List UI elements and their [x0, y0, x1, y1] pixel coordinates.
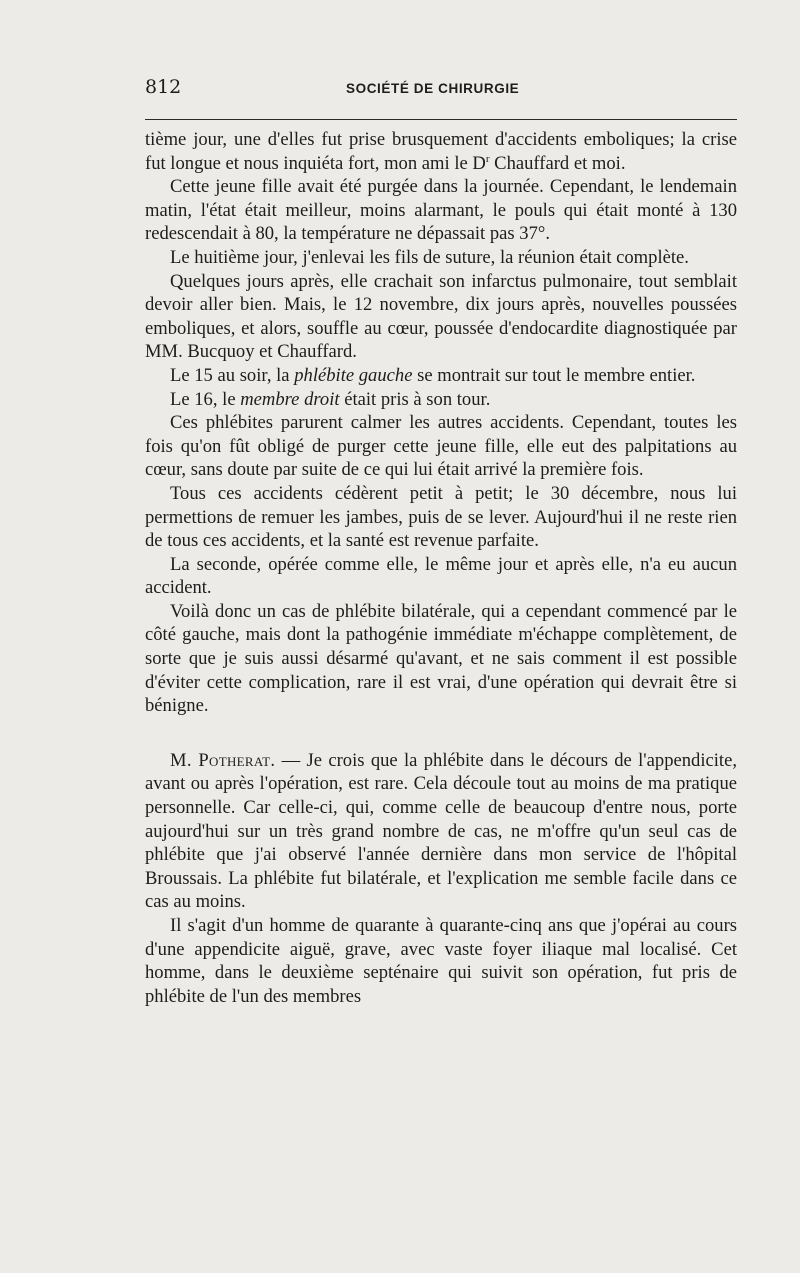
paragraph-8: Tous ces accidents cédèrent petit à petit; le 30 décembre, nous lui permettions de remuer les jambes, puis de se lever. Aujourd'hui il ne reste rien de tous ces accidents, et la santé est revenue parfaite.	[145, 482, 737, 552]
paragraph-10: Voilà donc un cas de phlébite bilatérale, qui a cependant commencé par le côté gauche, mais dont la pathogénie immédiate m'échappe complètement, de sorte que je suis aussi désarmé qu'avant, et ne sais comment il est possible d'éviter cette complication, rare il est vrai, d'une opération qui devrait être si bénigne.	[145, 600, 737, 717]
paragraph-5-b: se montrait sur tout le membre entier.	[412, 364, 696, 386]
paragraph-3: Le huitième jour, j'enlevai les fils de suture, la réunion était complète.	[170, 246, 689, 268]
paragraph-5-a: Le 15 au soir, la	[170, 364, 295, 386]
running-title: SOCIÉTÉ DE CHIRURGIE	[346, 81, 520, 96]
paragraph-1-text: tième jour, une d'elles fut prise brusquement d'accidents emboliques; la crise fut longue et nous inquiéta fort, mon ami le	[145, 129, 737, 174]
paragraph-11	[145, 749, 737, 914]
paragraph-6-italic: membre droit	[240, 388, 340, 410]
header-rule	[145, 119, 737, 120]
paragraph-12: Il s'agit d'un homme de quarante à quarante-cinq ans que j'opérai au cours d'une appendicite aiguë, grave, avec vaste foyer iliaque mal localisé. Cet homme, dans le deuxième septénaire qui suivit son opération, fut pris de phlébite de l'un des membres	[145, 915, 737, 1007]
paragraph-11-text: — Je crois que la phlébite dans le décours de l'appendicite, avant ou après l'opération, est rare. Cela découle tout au moins de ma pratique personnelle. Car celle-ci, qui, comme celle de beaucoup d'entre nous, porte aujourd'hui sur un très grand nombre de cas, ne m'offre qu'un seul cas de phlébite que j'ai observé l'année dernière dans mon service de l'hôpital Broussais. La phlébite fut bilatérale, et l'explication me semble facile dans ce cas au moins.	[145, 749, 737, 913]
paragraph-6	[145, 388, 737, 412]
paragraph-6-a: Le 16, le	[170, 388, 241, 410]
paragraph-9: La seconde, opérée comme elle, le même jour et après elle, n'a eu aucun accident.	[145, 553, 737, 599]
page-header	[145, 74, 737, 100]
doctor-abbrev: D	[472, 152, 486, 174]
section-gap	[145, 718, 737, 749]
paragraph-1	[145, 128, 737, 175]
speaker-name: M. Potherat.	[170, 749, 276, 771]
doctor-abbrev-sup: r	[485, 152, 490, 165]
paragraph-2: Cette jeune fille avait été purgée dans la journée. Cependant, le lendemain matin, l'état était meilleur, moins alarmant, le pouls qui était monté à 130 redescendait à 80, la température ne dépassait pas 37°.	[145, 176, 737, 245]
paragraph-6-b: était pris à son tour.	[339, 388, 491, 410]
paragraph-5	[145, 364, 737, 388]
paragraph-4: Quelques jours après, elle crachait son infarctus pulmonaire, tout semblait devoir aller bien. Mais, le 12 novembre, dix jours après, nouvelles poussées emboliques, et alors, souffle au cœur, poussée d'endocardite diagnostiquée par MM. Bucquoy et Chauffard.	[145, 270, 737, 363]
body-text	[145, 128, 737, 1008]
paragraph-1-end: Chauffard et moi.	[489, 152, 626, 174]
paragraph-5-italic: phlébite gauche	[294, 364, 413, 386]
paragraph-7: Ces phlébites parurent calmer les autres accidents. Cependant, toutes les fois qu'on fût obligé de purger cette jeune fille, elle eut des palpitations au cœur, sans doute par suite de ce qui lui était arrivé la première fois.	[145, 412, 737, 481]
page-number: 812	[145, 76, 182, 98]
